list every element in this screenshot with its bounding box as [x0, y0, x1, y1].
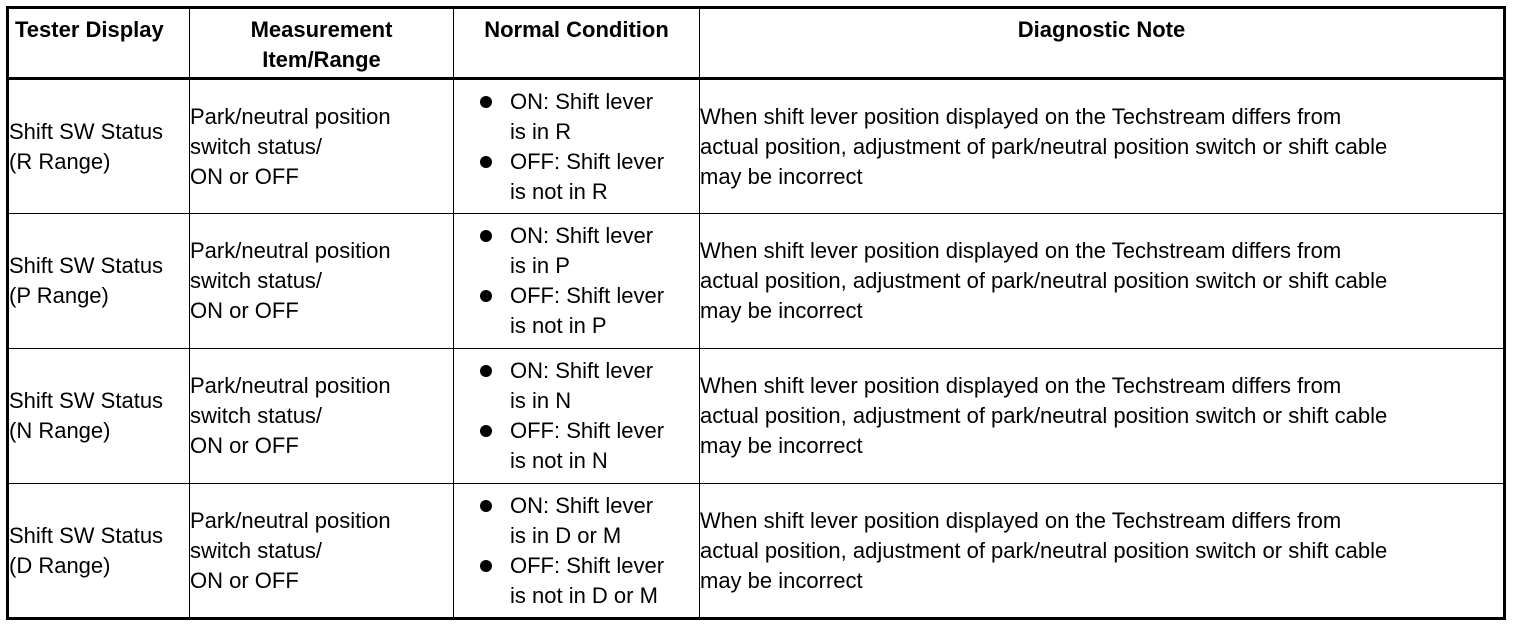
condition-item [454, 87, 699, 147]
measurement-item-cell-line: Park/neutral position [190, 103, 391, 129]
measurement-item-cell-line: switch status/ [190, 403, 323, 428]
measurement-item-cell-line: switch status/ [190, 537, 323, 563]
condition-line: ON: Shift lever [510, 492, 654, 518]
tester-display-cell-line: Shift SW Status [9, 522, 164, 548]
condition-line: OFF: Shift lever [510, 552, 665, 578]
header-tester-display [8, 8, 190, 79]
bullet-icon [480, 156, 492, 168]
condition-line: is not in N [510, 448, 608, 473]
diagnostic-note-cell [700, 214, 1505, 349]
condition-item [454, 491, 699, 551]
measurement-item-cell-line: ON or OFF [190, 163, 299, 189]
condition-item [454, 281, 699, 341]
measurement-item-cell-line: ON or OFF [190, 298, 299, 323]
tester-display-cell-line: Shift SW Status [9, 388, 164, 413]
bullet-icon [480, 290, 492, 302]
bullet-icon [480, 365, 492, 377]
bullet-icon [480, 96, 492, 108]
measurement-item-cell-line: Park/neutral position [190, 507, 391, 533]
diagnostic-note-cell-line: may be incorrect [700, 163, 863, 189]
condition-line: is in P [510, 253, 570, 278]
header-row [8, 8, 1505, 79]
condition-item [454, 147, 699, 207]
bullet-icon [480, 560, 492, 572]
table-row [8, 484, 1505, 619]
header-measurement-item [190, 8, 454, 79]
header-measurement-line: Measurement [250, 17, 393, 42]
table-row [8, 79, 1505, 214]
diagnostic-note-cell-line: actual position, adjustment of park/neutral position switch or shift cable [700, 403, 1388, 428]
diagnostic-table [6, 6, 1506, 620]
condition-line: is in D or M [510, 522, 622, 548]
tester-display-cell [8, 484, 190, 619]
diagnostic-note-cell-line: When shift lever position displayed on the Techstream differs from [700, 238, 1342, 263]
header-diagnostic-note [700, 8, 1505, 79]
tester-display-cell-line: (N Range) [9, 418, 111, 443]
header-normal-condition-label: Normal Condition [484, 17, 669, 42]
tester-display-cell [8, 214, 190, 349]
measurement-item-cell-line: ON or OFF [190, 567, 299, 593]
condition-list [454, 356, 699, 476]
condition-line: is in N [510, 388, 572, 413]
normal-condition-cell [454, 214, 700, 349]
diagnostic-note-cell [700, 79, 1505, 214]
measurement-item-cell [190, 214, 454, 349]
measurement-item-cell [190, 349, 454, 484]
diagnostic-note-cell-line: actual position, adjustment of park/neutral position switch or shift cable [700, 268, 1388, 293]
diagnostic-note-cell-line: When shift lever position displayed on the Techstream differs from [700, 373, 1342, 398]
diagnostic-note-cell-line: may be incorrect [700, 298, 863, 323]
diagnostic-note-cell-line: may be incorrect [700, 567, 863, 593]
condition-list [454, 87, 699, 207]
diagnostic-note-cell-line: When shift lever position displayed on the Techstream differs from [700, 507, 1342, 533]
diagnostic-note-cell-line: actual position, adjustment of park/neutral position switch or shift cable [700, 537, 1388, 563]
condition-line: OFF: Shift lever [510, 418, 665, 443]
condition-line: is in R [510, 118, 572, 144]
tester-display-cell-line: (D Range) [9, 552, 111, 578]
measurement-item-cell-line: switch status/ [190, 268, 323, 293]
normal-condition-cell [454, 349, 700, 484]
diagnostic-note-cell-line: may be incorrect [700, 433, 863, 458]
diagnostic-note-cell [700, 484, 1505, 619]
tester-display-cell-line: (R Range) [9, 148, 111, 174]
measurement-item-cell-line: ON or OFF [190, 433, 299, 458]
normal-condition-cell [454, 79, 700, 214]
measurement-item-cell [190, 79, 454, 214]
condition-list [454, 491, 699, 611]
diagnostic-note-cell [700, 349, 1505, 484]
measurement-item-cell-line: Park/neutral position [190, 373, 391, 398]
measurement-item-cell-line: switch status/ [190, 133, 323, 159]
condition-line: ON: Shift lever [510, 88, 654, 114]
header-measurement-line: Item/Range [262, 47, 381, 72]
table-row [8, 349, 1505, 484]
table-body [8, 79, 1505, 619]
condition-list [454, 221, 699, 341]
tester-display-cell-line: (P Range) [9, 283, 109, 308]
header-normal-condition [454, 8, 700, 79]
condition-line: ON: Shift lever [510, 223, 654, 248]
table-row [8, 214, 1505, 349]
condition-line: OFF: Shift lever [510, 148, 665, 174]
bullet-icon [480, 500, 492, 512]
tester-display-cell-line: Shift SW Status [9, 253, 164, 278]
header-diagnostic-note-label: Diagnostic Note [1017, 17, 1186, 42]
measurement-item-cell-line: Park/neutral position [190, 238, 391, 263]
condition-line: is not in D or M [510, 582, 658, 608]
condition-line: OFF: Shift lever [510, 283, 665, 308]
condition-item [454, 416, 699, 476]
condition-line: ON: Shift lever [510, 358, 654, 383]
measurement-item-cell [190, 484, 454, 619]
tester-display-cell [8, 79, 190, 214]
tester-display-cell-line: Shift SW Status [9, 118, 164, 144]
normal-condition-cell [454, 484, 700, 619]
condition-line: is not in P [510, 313, 607, 338]
tester-display-cell [8, 349, 190, 484]
bullet-icon [480, 425, 492, 437]
diagnostic-note-cell-line: actual position, adjustment of park/neutral position switch or shift cable [700, 133, 1388, 159]
condition-item [454, 551, 699, 611]
condition-item [454, 356, 699, 416]
condition-line: is not in R [510, 178, 608, 204]
condition-item [454, 221, 699, 281]
bullet-icon [480, 230, 492, 242]
diagnostic-note-cell-line: When shift lever position displayed on the Techstream differs from [700, 103, 1342, 129]
header-tester-display-label: Tester Display [15, 17, 164, 42]
